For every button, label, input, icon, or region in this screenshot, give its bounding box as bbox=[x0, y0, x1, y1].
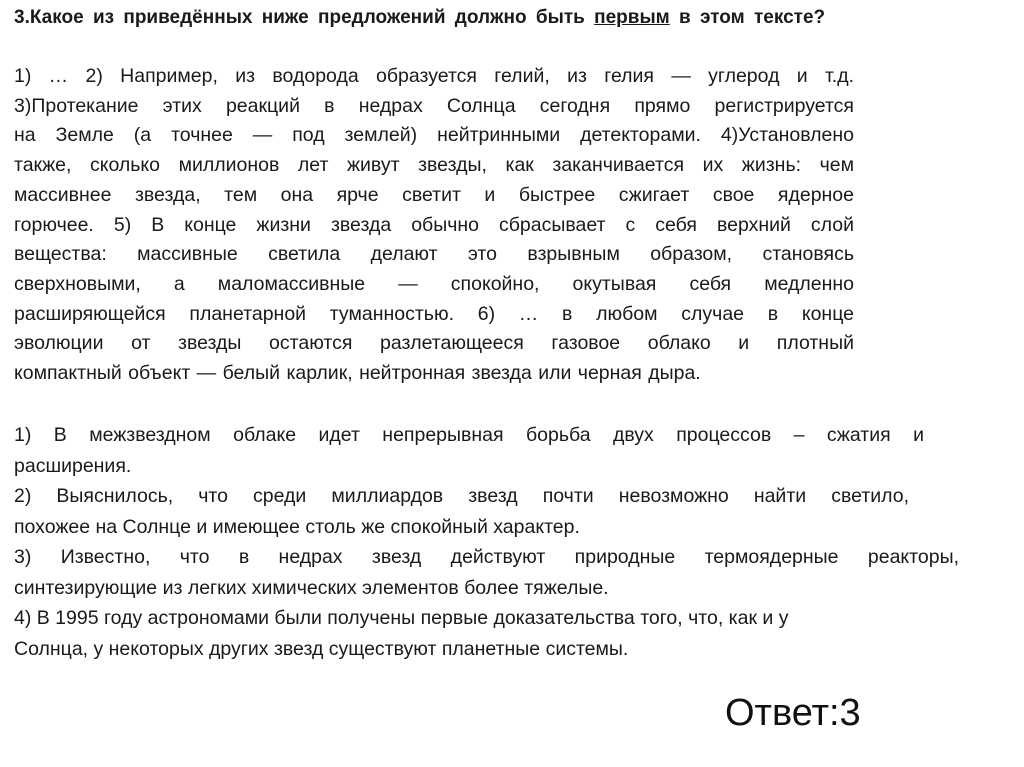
option-line: 2) Выяснилось, что среди миллиардов звезд почти невозможно найти светило, bbox=[14, 485, 909, 507]
text-line: вещества: массивные светила делают это взрывным образом, становясь bbox=[14, 243, 854, 266]
option-line: 4) В 1995 году астрономами были получены первые доказательства того, что, как и у bbox=[14, 607, 789, 629]
question-prefix: 3.Какое из приведённых ниже предложений должно быть bbox=[14, 7, 595, 28]
text-line: расширяющейся планетарной туманностью. 6) … в любом случае в конце bbox=[14, 302, 854, 325]
option-4 bbox=[14, 603, 974, 664]
option-line: Солнца, у некоторых других звезд существуют планетные системы. bbox=[14, 637, 629, 660]
option-1 bbox=[14, 420, 974, 481]
question-suffix: в этом тексте? bbox=[669, 7, 826, 28]
option-line: 3) Известно, что в недрах звезд действуют природные термоядерные реакторы, bbox=[14, 546, 959, 568]
source-text bbox=[14, 62, 854, 389]
question-heading bbox=[14, 6, 1014, 30]
option-2 bbox=[14, 481, 974, 542]
text-line: 3)Протекание этих реакций в недрах Солнца сегодня прямо регистрируется bbox=[14, 94, 854, 117]
answer-label: Ответ:3 bbox=[725, 692, 861, 734]
question-emphasis: первым bbox=[594, 7, 670, 28]
text-line: эволюции от звезды остаются разлетающееся газовое облако и плотный bbox=[14, 332, 854, 355]
text-line: сверхновыми, а маломассивные — спокойно, окутывая себя медленно bbox=[14, 272, 854, 295]
text-line: также, сколько миллионов лет живут звезды, как заканчивается их жизнь: чем bbox=[14, 154, 854, 177]
option-line: похожее на Солнце и имеющее столь же спокойный характер. bbox=[14, 515, 580, 538]
option-line: синтезирующие из легких химических элементов более тяжелые. bbox=[14, 576, 609, 599]
text-line: горючее. 5) В конце жизни звезда обычно сбрасывает с себя верхний слой bbox=[14, 213, 854, 236]
option-3 bbox=[14, 542, 974, 603]
text-line: на Земле (а точнее — под землей) нейтринными детекторами. 4)Установлено bbox=[14, 124, 854, 147]
answer-options bbox=[14, 420, 974, 664]
text-line: компактный объект — белый карлик, нейтронная звезда или черная дыра. bbox=[14, 362, 701, 385]
option-line: расширения. bbox=[14, 454, 132, 477]
option-line: 1) В межзвездном облаке идет непрерывная борьба двух процессов – сжатия и bbox=[14, 424, 924, 446]
text-line: 1) … 2) Например, из водорода образуется гелий, из гелия — углерод и т.д. bbox=[14, 65, 854, 87]
text-line: массивнее звезда, тем она ярче светит и быстрее сжигает свое ядерное bbox=[14, 183, 854, 206]
